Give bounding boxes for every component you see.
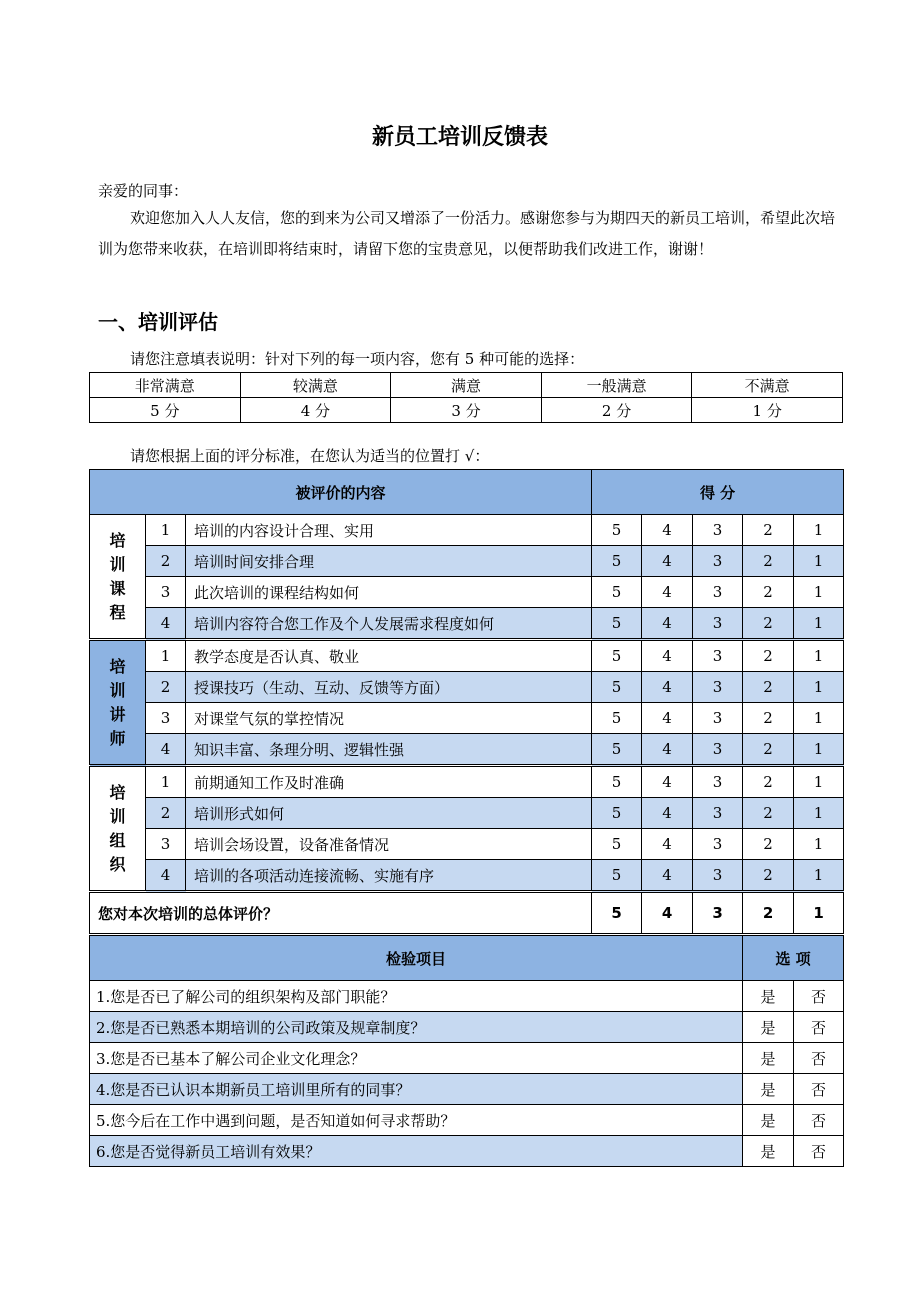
score-option[interactable]: 3 <box>693 640 743 672</box>
no-option[interactable]: 否 <box>794 1074 844 1105</box>
score-option[interactable]: 4 <box>642 546 693 577</box>
score-option[interactable]: 1 <box>794 608 844 640</box>
item-text: 培训会场设置，设备准备情况 <box>186 829 592 860</box>
header-content: 被评价的内容 <box>90 470 592 515</box>
instruction-note: 请您注意填表说明：针对下列的每一项内容，您有 5 种可能的选择： <box>130 350 585 368</box>
category-char: 师 <box>109 728 126 748</box>
item-number: 2 <box>146 798 186 829</box>
score-option[interactable]: 3 <box>693 766 743 798</box>
page-title: 新员工培训反馈表 <box>371 125 548 150</box>
overall-score-option[interactable]: 3 <box>693 892 743 935</box>
score-option[interactable]: 2 <box>743 798 794 829</box>
score-option[interactable]: 1 <box>794 829 844 860</box>
score-option[interactable]: 4 <box>642 577 693 608</box>
category-label <box>90 640 146 766</box>
item-text: 授课技巧（生动、互动、反馈等方面） <box>186 672 592 703</box>
score-option[interactable]: 3 <box>693 577 743 608</box>
item-text: 培训的各项活动连接流畅、实施有序 <box>186 860 592 892</box>
score-option[interactable]: 5 <box>592 734 642 766</box>
item-number: 4 <box>146 608 186 640</box>
score-option[interactable]: 3 <box>693 703 743 734</box>
yes-option[interactable]: 是 <box>743 981 794 1012</box>
score-option[interactable]: 4 <box>642 703 693 734</box>
item-text: 此次培训的课程结构如何 <box>186 577 592 608</box>
category-char: 训 <box>109 554 126 574</box>
score-option[interactable]: 5 <box>592 860 642 892</box>
yes-option[interactable]: 是 <box>743 1136 794 1167</box>
score-option[interactable]: 2 <box>743 577 794 608</box>
overall-score-option[interactable]: 1 <box>794 892 844 935</box>
score-option[interactable]: 5 <box>592 766 642 798</box>
score-option[interactable]: 3 <box>693 734 743 766</box>
score-option[interactable]: 3 <box>693 546 743 577</box>
score-option[interactable]: 4 <box>642 734 693 766</box>
item-text: 培训的内容设计合理、实用 <box>186 515 592 546</box>
question-text: 2.您是否已熟悉本期培训的公司政策及规章制度？ <box>90 1012 743 1043</box>
check-header: 检验项目 <box>90 935 743 981</box>
table-row <box>90 640 844 672</box>
question-text: 1.您是否已了解公司的组织架构及部门职能？ <box>90 981 743 1012</box>
score-option[interactable]: 3 <box>693 860 743 892</box>
score-option[interactable]: 2 <box>743 860 794 892</box>
score-option[interactable]: 2 <box>743 672 794 703</box>
item-number: 1 <box>146 640 186 672</box>
category-char: 训 <box>109 680 126 700</box>
score-option[interactable]: 1 <box>794 546 844 577</box>
scale-score: 1 分 <box>692 398 843 423</box>
table-row <box>90 515 844 546</box>
table-row <box>90 860 844 892</box>
score-option[interactable]: 3 <box>693 608 743 640</box>
score-option[interactable]: 2 <box>743 608 794 640</box>
question-text: 3.您是否已基本了解公司企业文化理念？ <box>90 1043 743 1074</box>
category-char: 课 <box>109 578 126 598</box>
question-row <box>90 1074 844 1105</box>
scale-score: 3 分 <box>391 398 542 423</box>
scale-label: 较满意 <box>240 373 391 398</box>
item-text: 培训时间安排合理 <box>186 546 592 577</box>
score-option[interactable]: 2 <box>743 515 794 546</box>
table-row <box>90 798 844 829</box>
item-text: 培训形式如何 <box>186 798 592 829</box>
score-option[interactable]: 2 <box>743 766 794 798</box>
category-char: 培 <box>109 656 126 676</box>
overall-score-option[interactable]: 2 <box>743 892 794 935</box>
table-row <box>90 766 844 798</box>
score-option[interactable]: 5 <box>592 672 642 703</box>
section-heading: 一、培训评估 <box>98 310 218 334</box>
score-option[interactable]: 5 <box>592 515 642 546</box>
score-option[interactable]: 1 <box>794 734 844 766</box>
overall-score-option[interactable]: 5 <box>592 892 642 935</box>
score-option[interactable]: 3 <box>693 829 743 860</box>
overall-row <box>90 892 844 935</box>
no-option[interactable]: 否 <box>794 1105 844 1136</box>
item-text: 知识丰富、条理分明、逻辑性强 <box>186 734 592 766</box>
overall-label: 您对本次培训的总体评价？ <box>90 892 592 935</box>
table-row <box>90 829 844 860</box>
category-char: 培 <box>109 530 126 550</box>
score-option[interactable]: 3 <box>693 672 743 703</box>
score-option[interactable]: 1 <box>794 798 844 829</box>
scale-score: 4 分 <box>240 398 391 423</box>
yes-option[interactable]: 是 <box>743 1012 794 1043</box>
item-text: 培训内容符合您工作及个人发展需求程度如何 <box>186 608 592 640</box>
score-option[interactable]: 4 <box>642 766 693 798</box>
category-char: 织 <box>109 854 126 874</box>
item-number: 4 <box>146 860 186 892</box>
score-option[interactable]: 4 <box>642 515 693 546</box>
no-option[interactable]: 否 <box>794 1043 844 1074</box>
options-header: 选 项 <box>743 935 844 981</box>
item-number: 2 <box>146 672 186 703</box>
score-option[interactable]: 1 <box>794 703 844 734</box>
item-text: 教学态度是否认真、敬业 <box>186 640 592 672</box>
score-option[interactable]: 4 <box>642 860 693 892</box>
score-option[interactable]: 5 <box>592 703 642 734</box>
score-option[interactable]: 2 <box>743 546 794 577</box>
score-option[interactable]: 5 <box>592 798 642 829</box>
score-option[interactable]: 4 <box>642 608 693 640</box>
table-row <box>90 608 844 640</box>
item-number: 1 <box>146 515 186 546</box>
item-text: 对课堂气氛的掌控情况 <box>186 703 592 734</box>
item-number: 3 <box>146 577 186 608</box>
score-option[interactable]: 1 <box>794 766 844 798</box>
scale-label: 满意 <box>391 373 542 398</box>
scale-score: 5 分 <box>90 398 241 423</box>
yes-option[interactable]: 是 <box>743 1105 794 1136</box>
category-char: 组 <box>109 830 126 850</box>
score-option[interactable]: 5 <box>592 640 642 672</box>
score-option[interactable]: 1 <box>794 672 844 703</box>
scale-label: 非常满意 <box>90 373 241 398</box>
score-option[interactable]: 5 <box>592 577 642 608</box>
item-text: 前期通知工作及时准确 <box>186 766 592 798</box>
question-row <box>90 981 844 1012</box>
item-number: 1 <box>146 766 186 798</box>
question-row <box>90 1136 844 1167</box>
question-text: 5.您今后在工作中遇到问题，是否知道如何寻求帮助？ <box>90 1105 743 1136</box>
score-option[interactable]: 1 <box>794 860 844 892</box>
intro-paragraph: 欢迎您加入人人友信，您的到来为公司又增添了一份活力。感谢您参与为期四天的新员工培训，希望此次培训为您带来收获，在培训即将结束时，请留下您的宝贵意见，以便帮助我们改进工作，谢谢！ <box>98 209 836 258</box>
score-option[interactable]: 2 <box>743 703 794 734</box>
rating-instruction: 请您根据上面的评分标准，在您认为适当的位置打 √： <box>130 447 490 465</box>
no-option[interactable]: 否 <box>794 1012 844 1043</box>
table-header-row <box>90 470 844 515</box>
overall-score-option[interactable]: 4 <box>642 892 693 935</box>
scale-label: 一般满意 <box>541 373 692 398</box>
question-row <box>90 1012 844 1043</box>
table-row <box>90 577 844 608</box>
item-number: 3 <box>146 703 186 734</box>
greeting: 亲爱的同事： <box>98 182 189 200</box>
score-option[interactable]: 1 <box>794 577 844 608</box>
score-option[interactable]: 5 <box>592 546 642 577</box>
score-option[interactable]: 5 <box>592 608 642 640</box>
category-char: 程 <box>109 602 126 622</box>
item-number: 2 <box>146 546 186 577</box>
table-row <box>90 546 844 577</box>
score-option[interactable]: 4 <box>642 798 693 829</box>
rating-scale-table <box>89 372 843 423</box>
score-option[interactable]: 2 <box>743 734 794 766</box>
table-row <box>90 672 844 703</box>
no-option[interactable]: 否 <box>794 981 844 1012</box>
header-score: 得 分 <box>592 470 844 515</box>
category-label <box>90 515 146 640</box>
score-option[interactable]: 4 <box>642 672 693 703</box>
question-row <box>90 1105 844 1136</box>
yes-option[interactable]: 是 <box>743 1074 794 1105</box>
question-text: 4.您是否已认识本期新员工培训里所有的同事？ <box>90 1074 743 1105</box>
score-option[interactable]: 1 <box>794 515 844 546</box>
score-option[interactable]: 2 <box>743 640 794 672</box>
score-option[interactable]: 3 <box>693 798 743 829</box>
category-char: 训 <box>109 806 126 826</box>
category-char: 讲 <box>109 704 126 724</box>
check-header-row <box>90 935 844 981</box>
score-option[interactable]: 3 <box>693 515 743 546</box>
scale-score: 2 分 <box>541 398 692 423</box>
category-label <box>90 766 146 892</box>
question-text: 6.您是否觉得新员工培训有效果？ <box>90 1136 743 1167</box>
score-option[interactable]: 2 <box>743 829 794 860</box>
table-row <box>90 703 844 734</box>
score-option[interactable]: 5 <box>592 829 642 860</box>
no-option[interactable]: 否 <box>794 1136 844 1167</box>
category-char: 培 <box>109 782 126 802</box>
table-row <box>90 734 844 766</box>
score-option[interactable]: 1 <box>794 640 844 672</box>
score-option[interactable]: 4 <box>642 640 693 672</box>
item-number: 3 <box>146 829 186 860</box>
yes-option[interactable]: 是 <box>743 1043 794 1074</box>
scale-label: 不满意 <box>692 373 843 398</box>
score-option[interactable]: 4 <box>642 829 693 860</box>
question-row <box>90 1043 844 1074</box>
item-number: 4 <box>146 734 186 766</box>
evaluation-table <box>89 469 844 1167</box>
